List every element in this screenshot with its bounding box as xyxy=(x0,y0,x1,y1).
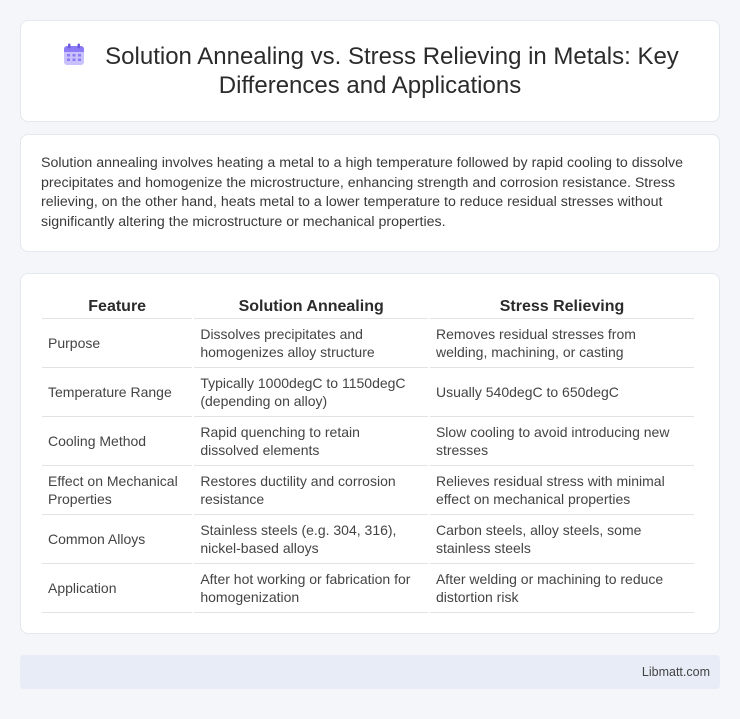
table-row xyxy=(42,368,694,417)
row-stress-relieving: Carbon steels, alloy steels, some stainless steels xyxy=(430,515,694,564)
intro-paragraph: Solution annealing involves heating a metal to a high temperature followed by rapid cooling to dissolve precipitates and homogenize the microstructure, enhancing strength and corrosion resistance. Stress relieving, on the other hand, heats metal to a lower temperature to reduce residual stresses without significantly altering the microstructure or mechanical properties. xyxy=(41,155,683,230)
comparison-card xyxy=(20,273,720,634)
footer-brand[interactable]: Libmatt.com xyxy=(641,665,710,679)
title-card xyxy=(20,20,720,122)
row-solution-annealing: Restores ductility and corrosion resistance xyxy=(194,466,428,515)
table-row xyxy=(42,319,694,368)
table-row xyxy=(42,515,694,564)
table-row xyxy=(42,564,694,613)
page-title: Solution Annealing vs. Stress Relieving in Metals: Key Differences and Applications xyxy=(105,43,679,99)
intro-card xyxy=(20,134,720,252)
comparison-table xyxy=(40,294,696,613)
header-stress-relieving: Stress Relieving xyxy=(430,294,694,319)
row-stress-relieving: Slow cooling to avoid introducing new stresses xyxy=(430,417,694,466)
table-row xyxy=(42,466,694,515)
row-feature: Temperature Range xyxy=(42,368,192,417)
row-feature: Purpose xyxy=(42,319,192,368)
row-solution-annealing: Typically 1000degC to 1150degC (depending on alloy) xyxy=(194,368,428,417)
header-solution-annealing: Solution Annealing xyxy=(194,294,428,319)
header-feature: Feature xyxy=(42,294,192,319)
row-feature: Application xyxy=(42,564,192,613)
table-row xyxy=(42,417,694,466)
row-stress-relieving: Removes residual stresses from welding, machining, or casting xyxy=(430,319,694,368)
table-header-row xyxy=(42,294,694,319)
row-solution-annealing: Dissolves precipitates and homogenizes alloy structure xyxy=(194,319,428,368)
page-title-wrap xyxy=(51,42,689,100)
row-solution-annealing: Stainless steels (e.g. 304, 316), nickel-based alloys xyxy=(194,515,428,564)
row-stress-relieving: After welding or machining to reduce distortion risk xyxy=(430,564,694,613)
row-feature: Cooling Method xyxy=(42,417,192,466)
row-feature: Effect on Mechanical Properties xyxy=(42,466,192,515)
footer-bar xyxy=(20,655,720,689)
row-stress-relieving: Usually 540degC to 650degC xyxy=(430,368,694,417)
row-solution-annealing: After hot working or fabrication for homogenization xyxy=(194,564,428,613)
row-feature: Common Alloys xyxy=(42,515,192,564)
calendar-icon xyxy=(61,43,87,67)
row-stress-relieving: Relieves residual stress with minimal effect on mechanical properties xyxy=(430,466,694,515)
row-solution-annealing: Rapid quenching to retain dissolved elements xyxy=(194,417,428,466)
